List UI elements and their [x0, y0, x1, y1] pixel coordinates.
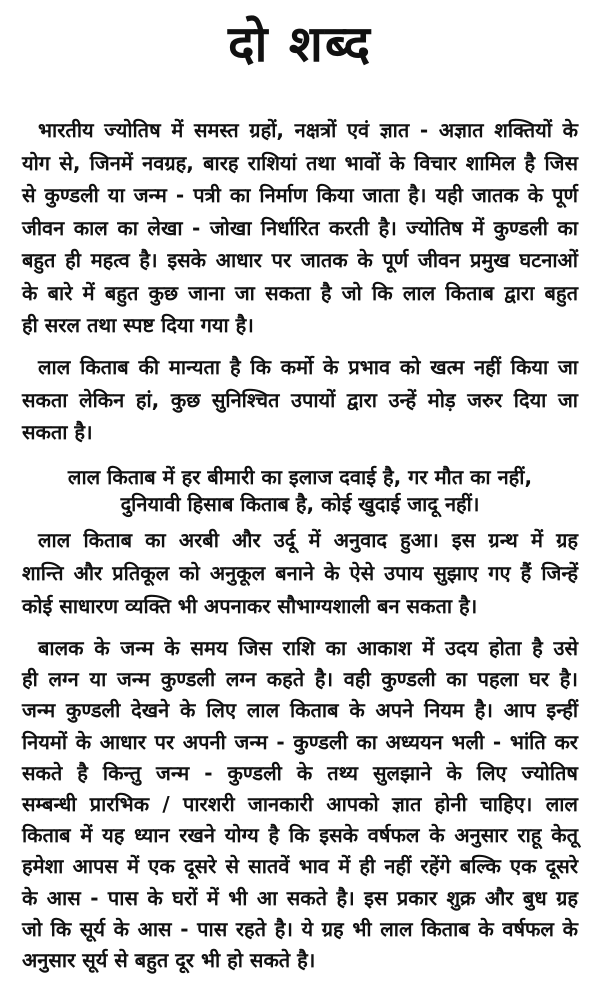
paragraph-line: बालक के जन्म के समय जिस राशि का आकाश में उदय होता है उसे	[38, 636, 578, 660]
paragraph-line: लाल किताब का अरबी और उर्दू में अनुवाद हुआ। इस ग्रन्थ में ग्रह	[38, 528, 578, 552]
paragraph-line: सकता है।	[22, 420, 93, 444]
paragraph-line: जो कि सूर्य के आस - पास रहते है। ये ग्रह भी लाल किताब के वर्षफल के	[22, 916, 578, 941]
paragraph-line: अनुसार सूर्य से बहुत दूर भी हो सकते है।	[22, 948, 316, 972]
paragraph-line: जीवन काल का लेखा - जोखा निर्धारित करती है। ज्योतिष में कुण्डली का	[22, 215, 578, 240]
paragraph-line: बहुत ही महत्व है। इसके आधार पर जातक के पूर्ण जीवन प्रमुख घटनाओं	[22, 248, 578, 272]
quote-line: दुनियावी हिसाब किताब है, कोई खुदाई जादू नहीं।	[120, 492, 480, 516]
paragraph-line: नियमों के आधार पर अपनी जन्म - कुण्डली का अध्ययन भली - भांति कर	[22, 729, 578, 754]
paragraph-line: सकते है किन्तु जन्म - कुण्डली के तथ्य सुलझाने के लिए ज्योतिष	[22, 760, 578, 785]
paragraph-line: ही सरल तथा स्पष्ट दिया गया है।	[22, 313, 254, 337]
paragraph-line: के बारे में बहुत कुछ जाना जा सकता है जो कि लाल किताब द्वारा बहुत	[22, 280, 578, 305]
paragraph-line: किताब में यह ध्यान रखने योग्य है कि इसके वर्षफल के अनुसार राहू केतू	[22, 823, 578, 848]
paragraph-line: शान्ति और प्रतिकूल को अनुकूल बनाने के ऐसे उपाय सुझाए गए हैं जिन्हें	[22, 561, 578, 585]
quote-line: लाल किताब में हर बीमारी का इलाज दवाई है, गर मौत का नहीं,	[67, 465, 533, 489]
paragraph-line: के आस - पास के घरों में भी आ सकते है। इस प्रकार शुक्र और बुध ग्रह	[22, 885, 578, 910]
paragraph-line: सकता लेकिन हां, कुछ सुनिश्चित उपायों द्वारा उन्हें मोड़ जरुर दिया जा	[22, 387, 578, 412]
paragraph-line: सम्बन्धी प्रारभिक / पारशरी जानकारी आपको ज्ञात होनी चाहिए। लाल	[22, 792, 578, 816]
paragraph-line: भारतीय ज्योतिष में समस्त ग्रहों, नक्षत्रों एवं ज्ञात - अज्ञात शक्तियों के	[38, 118, 578, 142]
paragraph-line: हमेशा आपस में एक दूसरे से सातवें भाव में ही नहीं रहेंगे बल्कि एक दूसरे	[22, 854, 578, 879]
page-title: दो शब्द	[227, 15, 373, 73]
paragraph-line: ही लग्न या जन्म कुण्डली लग्न कहते है। वही कुण्डली का पहला घर है।	[22, 667, 578, 692]
paragraph-line: से कुण्डली या जन्म - पत्री का निर्माण किया जाता है। यही जातक के पूर्ण	[22, 183, 578, 207]
paragraph-line: जन्म कुण्डली देखने के लिए लाल किताब के अपने नियम है। आप इन्हीं	[22, 698, 578, 723]
paragraph-line: लाल किताब की मान्यता है कि कर्मो के प्रभाव को खत्म नहीं किया जा	[38, 355, 578, 379]
paragraph-line: योग से, जिनमें नवग्रह, बारह राशियां तथा भावों के विचार शामिल है जिस	[22, 150, 578, 175]
paragraph-line: कोई साधारण व्यक्ति भी अपनाकर सौभाग्यशाली बन सकता है।	[22, 594, 478, 618]
